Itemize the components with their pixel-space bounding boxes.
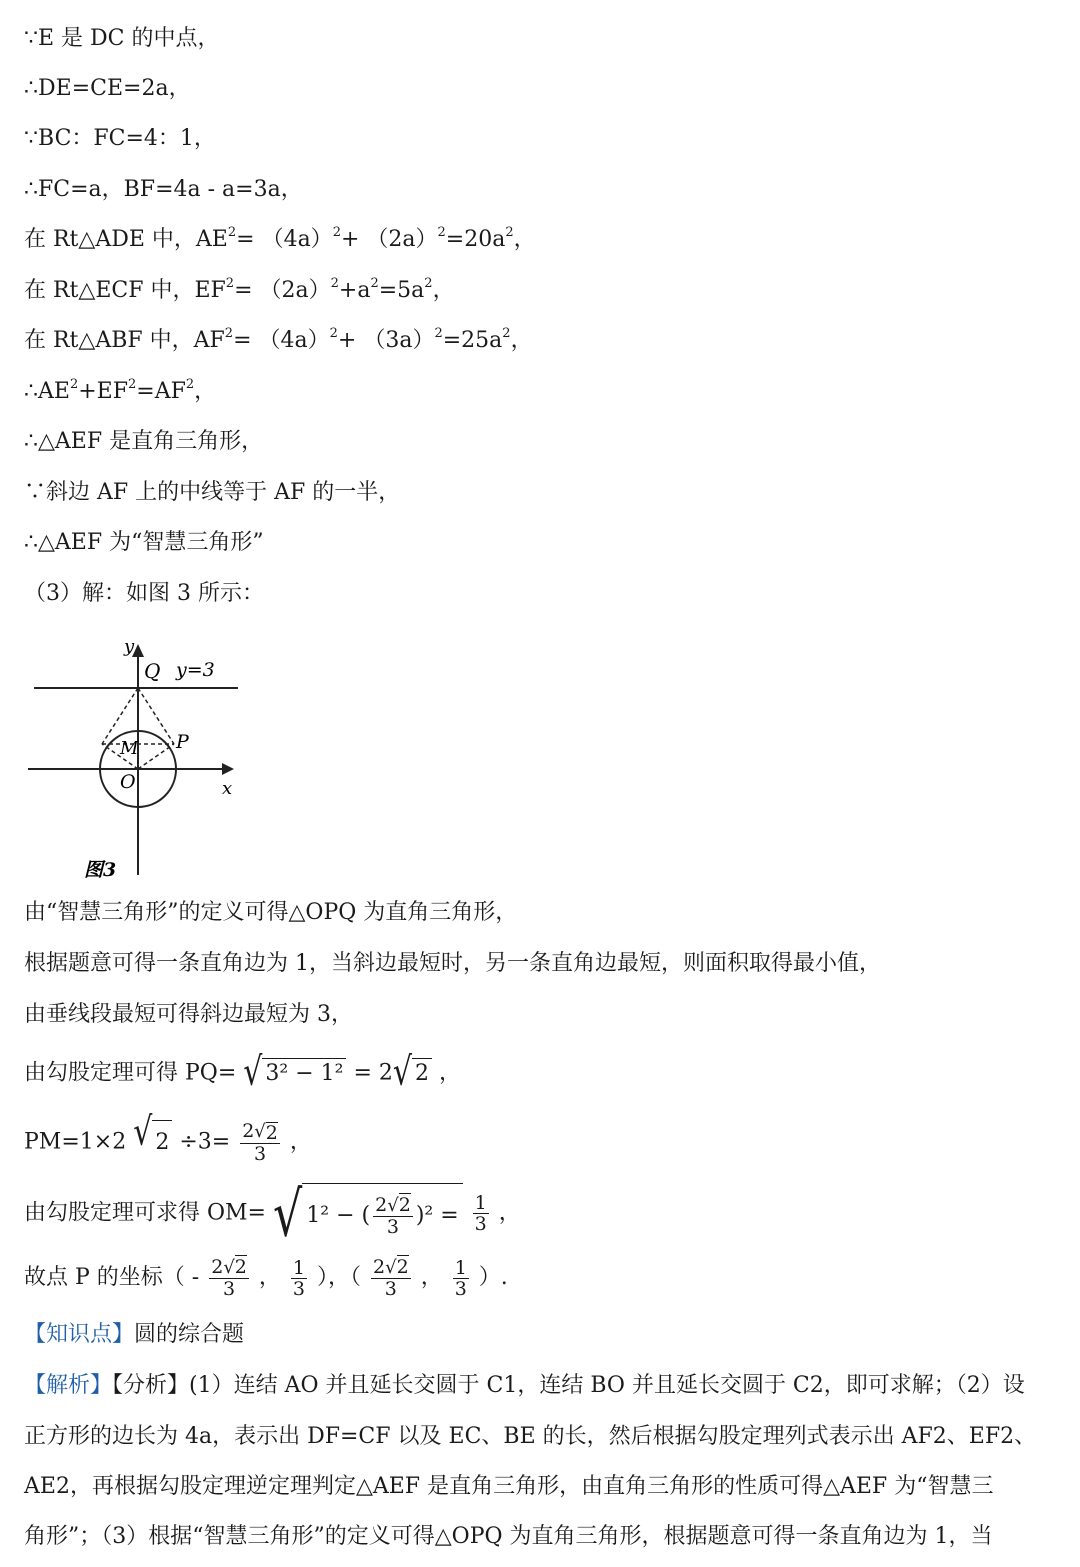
fraction: $\frac{2√2}{3}$ (373, 1256, 409, 1300)
sqrt-radicand: 3² − 1² (262, 1058, 346, 1089)
sqrt-radicand: 2 (396, 1256, 409, 1278)
text-segment: = （4a） (233, 328, 330, 353)
line-9: ∴△AEF 是直角三角形， (24, 429, 264, 454)
line-3: ∵BC：FC=4：1， (24, 126, 216, 151)
line-6 (24, 276, 455, 306)
text-segment: =20a (445, 227, 506, 252)
sqrt-expression: √ 1² − ( $\frac{2√2}{3}$ )² = (273, 1183, 463, 1244)
line-14: 根据题意可得一条直角边为 1，当斜边最短时，另一条直角边最短，则面积取得最小值， (24, 951, 881, 976)
text-segment: = （4a） (236, 227, 333, 252)
fraction-denominator: 3 (384, 1278, 397, 1300)
line-8 (24, 377, 216, 407)
line-23: AE2，再根据勾股定理逆定理判定△AEF 是直角三角形，由直角三角形的性质可得△AEF 为“智慧三 (24, 1474, 994, 1499)
figure-caption: 图3 (84, 859, 117, 881)
knowledge-point-text: 圆的综合题 (134, 1322, 245, 1347)
line-22: 正方形的边长为 4a，表示出 DF=CF 以及 EC、BE 的长，然后根据勾股定理列式表示出 AF2、EF2、 (24, 1424, 1037, 1449)
knowledge-point-tag: 【知识点】 (24, 1322, 135, 1347)
analysis-tag: 【解析】 (24, 1373, 113, 1398)
analysis-subtag: 【分析】 (112, 1373, 190, 1398)
text-segment: =AF (136, 379, 186, 404)
fraction: $\frac{2√2}{3}$ (375, 1194, 411, 1238)
fraction-denominator: 3 (253, 1142, 267, 1165)
fraction-numerator: 1 (292, 1256, 305, 1279)
text-segment: +EF (78, 379, 128, 404)
line-19 (24, 1255, 508, 1301)
text-segment: = 2 (353, 1060, 393, 1086)
line-17 (24, 1109, 312, 1165)
fraction-numerator: 2 (211, 1256, 224, 1278)
text-segment: 1² − ( (306, 1203, 371, 1228)
text-segment: + （2a） (340, 227, 438, 252)
line-2: ∴DE=CE=2a， (24, 76, 191, 101)
line-4: ∴FC=a，BF=4a - a=3a， (24, 177, 303, 202)
fraction (291, 1258, 307, 1299)
text-segment: ， (258, 1265, 281, 1290)
text-segment: ）. (478, 1265, 508, 1290)
text-segment: ， (420, 1265, 443, 1290)
fraction-numerator: 1 (454, 1256, 467, 1279)
text-segment: ， (510, 328, 533, 353)
exponent: 2 (332, 225, 341, 240)
fraction-numerator: 1 (474, 1192, 487, 1214)
line-21 (24, 1371, 1025, 1401)
line-15: 由垂线段最短可得斜边最短为 3， (24, 1002, 353, 1027)
text-segment: 由勾股定理可求得 OM= (24, 1200, 266, 1226)
exponent: 2 (225, 276, 235, 291)
exponent: 2 (437, 225, 446, 240)
fraction-denominator: 3 (454, 1277, 467, 1300)
line-20 (24, 1320, 244, 1350)
exponent: 2 (128, 377, 137, 392)
exponent: 2 (434, 326, 443, 341)
text-segment: ， (289, 1129, 312, 1155)
text-segment: ），（ (317, 1265, 362, 1290)
segment-op (138, 744, 174, 769)
text-segment: 在 Rt△ABF 中，AF (24, 328, 225, 353)
point-q-label: Q (144, 659, 161, 683)
text-segment: 在 Rt△ECF 中，EF (24, 278, 226, 303)
line-11: ∴△AEF 为“智慧三角形” (24, 530, 264, 555)
fraction-numerator: 2 (375, 1194, 388, 1216)
point-o-label: O (120, 771, 136, 793)
fraction (473, 1193, 489, 1234)
x-axis-arrow (222, 763, 234, 775)
text-segment: )² = (415, 1203, 459, 1228)
x-axis-label: x (222, 778, 233, 799)
fraction-denominator: 3 (292, 1277, 305, 1300)
fraction: 2 √ 2 3 (242, 1120, 278, 1165)
exponent: 2 (227, 225, 237, 240)
text-segment: 故点 P 的坐标（ - (24, 1265, 200, 1290)
exponent: 2 (329, 326, 338, 341)
text-segment: =5a (378, 278, 425, 303)
text-segment: = （2a） (234, 278, 331, 303)
text-segment: +a (338, 278, 371, 303)
fraction: $\frac{2√2}{3}$ (211, 1256, 247, 1300)
text-segment: ， (194, 379, 217, 404)
text-segment: 在 Rt△ADE 中，AE (24, 227, 228, 252)
line-18 (24, 1177, 521, 1250)
text-segment: 由勾股定理可得 PQ= (24, 1060, 237, 1086)
exponent: 2 (505, 225, 514, 240)
text-segment: ∴AE (24, 379, 70, 404)
fraction-numerator: 2 (373, 1256, 386, 1278)
point-m-label: M (120, 738, 139, 759)
text-segment: ， (498, 1200, 521, 1226)
exponent: 2 (185, 377, 195, 392)
sqrt-radicand: 2 (398, 1194, 411, 1216)
text-segment: ， (432, 278, 455, 303)
sqrt-expression: √ 2 (133, 1120, 172, 1165)
sqrt-radicand: 2 (265, 1121, 278, 1144)
line-16 (24, 1049, 462, 1095)
line-label: y=3 (176, 659, 215, 681)
analysis-text: (1）连结 AO 并且延长交圆于 C1，连结 BO 并且延长交圆于 C2，即可求解；（2）设 (189, 1373, 1025, 1398)
text-segment: ， (439, 1060, 462, 1086)
fraction-numerator: 2 (242, 1120, 255, 1143)
fraction-denominator: 3 (223, 1278, 236, 1300)
fraction-denominator: 3 (474, 1213, 487, 1235)
sqrt-radicand: 2 (234, 1256, 247, 1278)
exponent: 2 (370, 276, 379, 291)
y-axis-label: y (124, 636, 135, 657)
text-segment: PM=1×2 (24, 1129, 127, 1155)
line-5 (24, 225, 536, 255)
sqrt-radicand: 2 (152, 1120, 172, 1165)
point-p-label: P (176, 731, 189, 753)
text-segment: ÷3= (179, 1129, 231, 1155)
line-12: （3）解：如图 3 所示： (24, 581, 264, 606)
fraction-denominator: 3 (386, 1216, 400, 1238)
text-segment: + （3a） (337, 328, 435, 353)
sqrt-radicand: 2 (412, 1058, 432, 1089)
text-segment: =25a (442, 328, 503, 353)
exponent: 2 (424, 276, 433, 291)
sqrt-expression: √ 2 (393, 1058, 432, 1089)
sqrt-expression: √ 3² − 1² (243, 1058, 346, 1089)
line-10: ∵斜边 AF 上的中线等于 AF 的一半， (24, 480, 401, 505)
fraction (453, 1258, 469, 1299)
exponent: 2 (224, 326, 234, 341)
line-7 (24, 326, 533, 356)
text-segment: ， (513, 227, 536, 252)
line-24: 角形”；（3）根据“智慧三角形”的定义可得△OPQ 为直角三角形，根据题意可得一条直角边为 1，当 (24, 1524, 993, 1549)
line-13: 由“智慧三角形”的定义可得△OPQ 为直角三角形， (24, 900, 518, 925)
figure-3-diagram (24, 630, 254, 890)
exponent: 2 (502, 326, 511, 341)
exponent: 2 (330, 276, 339, 291)
exponent: 2 (69, 377, 79, 392)
line-1: ∵E 是 DC 的中点， (24, 26, 220, 51)
